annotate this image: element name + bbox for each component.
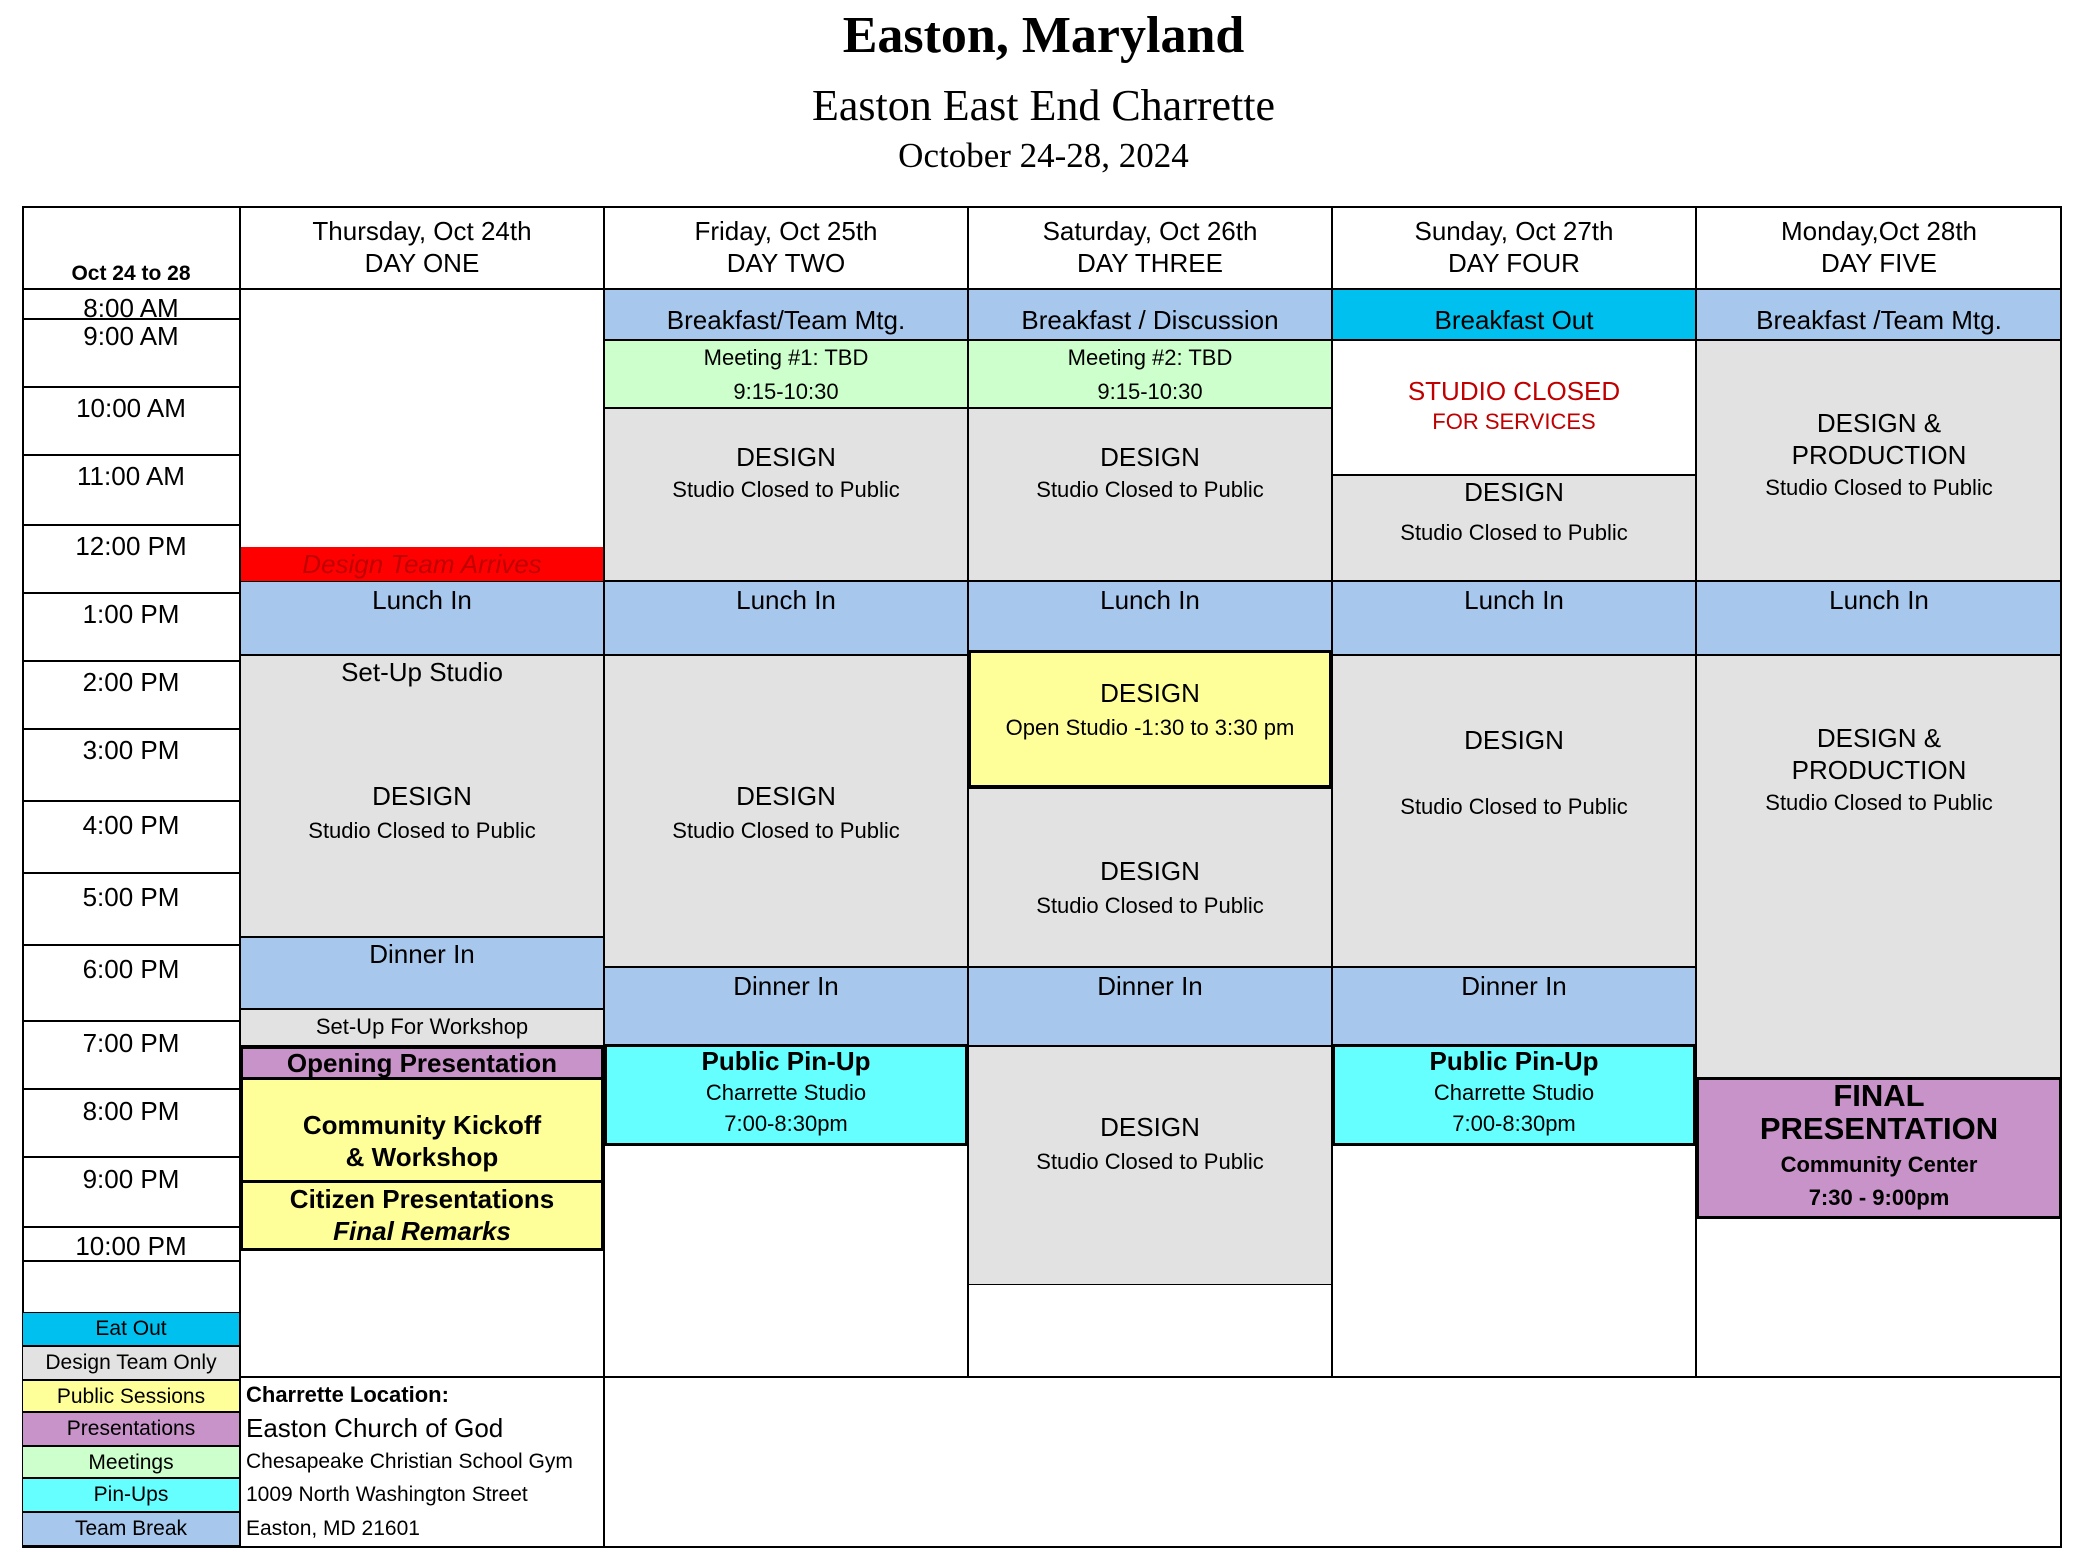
mon-design2-sub: Studio Closed to Public bbox=[1765, 790, 1993, 815]
table-border bbox=[22, 206, 2062, 1548]
location-heading: Charrette Location: bbox=[246, 1382, 449, 1407]
fri-lunch-label: Lunch In bbox=[736, 585, 836, 615]
mon-lunch-label: Lunch In bbox=[1829, 585, 1929, 615]
fri-design2-sub: Studio Closed to Public bbox=[672, 818, 900, 843]
corner-cell bbox=[22, 206, 240, 288]
sat-breakfast-label: Breakfast / Discussion bbox=[1021, 305, 1279, 335]
time-slot: 10:00 AM bbox=[22, 388, 240, 456]
sun-closed-label-1: STUDIO CLOSED bbox=[1407, 376, 1621, 406]
sat-design2-label: DESIGN bbox=[1100, 856, 1200, 886]
time-slot: 8:00 AM bbox=[22, 289, 240, 320]
fri-breakfast-label: Breakfast/Team Mtg. bbox=[666, 305, 906, 335]
mon-design2-label-1: DESIGN & bbox=[1816, 723, 1942, 753]
sat-meeting-time: 9:15-10:30 bbox=[1097, 379, 1203, 404]
mon-design1-sub: Studio Closed to Public bbox=[1765, 475, 1993, 500]
column-divider bbox=[1331, 206, 1333, 1378]
thu-citizen-label: Citizen Presentations bbox=[289, 1184, 555, 1214]
thu-design-label: DESIGN bbox=[372, 781, 472, 811]
mon-design2-label-2: PRODUCTION bbox=[1791, 755, 1967, 785]
sat-design3-label: DESIGN bbox=[1100, 1112, 1200, 1142]
schedule-grid bbox=[22, 206, 2062, 1548]
legend-team-break: Team Break bbox=[22, 1512, 240, 1546]
thu-kickoff-label-2: & Workshop bbox=[345, 1142, 499, 1172]
column-divider bbox=[967, 206, 969, 1378]
sat-dinner-label: Dinner In bbox=[1097, 971, 1203, 1001]
fri-design1-sub: Studio Closed to Public bbox=[672, 477, 900, 502]
legend-public-sessions: Public Sessions bbox=[22, 1380, 240, 1412]
legend-pin-ups: Pin-Ups bbox=[22, 1478, 240, 1512]
legend-divider bbox=[22, 1376, 2062, 1378]
page-subtitle: Easton East End Charrette bbox=[811, 81, 1276, 130]
location-street: 1009 North Washington Street bbox=[246, 1483, 528, 1506]
day-header-date: Sunday, Oct 27th bbox=[1414, 216, 1614, 246]
day-header-label: DAY FOUR bbox=[1448, 248, 1580, 278]
sat-design3-sub: Studio Closed to Public bbox=[1036, 1149, 1264, 1174]
thu-opening-label: Opening Presentation bbox=[286, 1048, 558, 1078]
day-header-date: Monday,Oct 28th bbox=[1780, 216, 1978, 246]
time-slot: 12:00 PM bbox=[22, 526, 240, 594]
thu-setup-label: Set-Up Studio bbox=[341, 657, 503, 687]
sun-pinup-location: Charrette Studio bbox=[1433, 1080, 1595, 1105]
sat-meeting-label: Meeting #2: TBD bbox=[1067, 345, 1233, 370]
sat-design1-sub: Studio Closed to Public bbox=[1036, 477, 1264, 502]
column-divider bbox=[603, 206, 605, 1548]
day-header-label: DAY ONE bbox=[364, 248, 480, 278]
day-header-date: Thursday, Oct 24th bbox=[312, 216, 532, 246]
sun-design2-label: DESIGN bbox=[1464, 725, 1564, 755]
time-slot: 9:00 AM bbox=[22, 320, 240, 388]
sat-lunch-label: Lunch In bbox=[1100, 585, 1200, 615]
legend-meetings: Meetings bbox=[22, 1446, 240, 1478]
mon-breakfast-label: Breakfast /Team Mtg. bbox=[1756, 305, 2002, 335]
sun-design2-sub: Studio Closed to Public bbox=[1400, 794, 1628, 819]
mon-final-label-2: PRESENTATION bbox=[1759, 1111, 1999, 1146]
legend-design-team-only: Design Team Only bbox=[22, 1346, 240, 1380]
sun-lunch-label: Lunch In bbox=[1464, 585, 1564, 615]
thu-lunch-label: Lunch In bbox=[372, 585, 472, 615]
day-header-fri bbox=[604, 206, 968, 288]
sun-closed-label-2: FOR SERVICES bbox=[1432, 409, 1596, 434]
page-dates: October 24-28, 2024 bbox=[898, 136, 1189, 175]
fri-meeting-label: Meeting #1: TBD bbox=[703, 345, 869, 370]
day-header-label: DAY THREE bbox=[1077, 248, 1223, 278]
thu-kickoff-label-1: Community Kickoff bbox=[302, 1110, 542, 1140]
time-slot: 8:00 PM bbox=[22, 1090, 240, 1158]
thu-dinner-label: Dinner In bbox=[369, 939, 475, 969]
location-city: Easton, MD 21601 bbox=[246, 1517, 420, 1540]
sat-design2-sub: Studio Closed to Public bbox=[1036, 893, 1264, 918]
fri-meeting-time: 9:15-10:30 bbox=[733, 379, 839, 404]
fri-pinup-label: Public Pin-Up bbox=[701, 1046, 871, 1076]
fri-design1-label: DESIGN bbox=[736, 442, 836, 472]
sun-breakfast-label: Breakfast Out bbox=[1434, 305, 1594, 335]
time-slot: 2:00 PM bbox=[22, 662, 240, 730]
mon-final-time: 7:30 - 9:00pm bbox=[1808, 1185, 1950, 1210]
corner-label: Oct 24 to 28 bbox=[71, 262, 191, 285]
time-slot: 1:00 PM bbox=[22, 594, 240, 662]
day-header-mon bbox=[1696, 206, 2062, 288]
day-header-date: Friday, Oct 25th bbox=[694, 216, 878, 246]
sat-design1-label: DESIGN bbox=[1100, 442, 1200, 472]
day-header-label: DAY TWO bbox=[726, 248, 846, 278]
fri-pinup-time: 7:00-8:30pm bbox=[724, 1111, 848, 1136]
time-slot: 10:00 PM bbox=[22, 1228, 240, 1262]
location-name: Easton Church of God bbox=[246, 1413, 504, 1443]
header-divider bbox=[22, 288, 2062, 290]
page-title: Easton, Maryland bbox=[842, 7, 1245, 64]
mon-final-location: Community Center bbox=[1780, 1152, 1978, 1177]
time-slot: 4:00 PM bbox=[22, 802, 240, 874]
thu-arrives-label: Design Team Arrives bbox=[302, 549, 542, 579]
thu-setup-workshop-label: Set-Up For Workshop bbox=[315, 1014, 529, 1039]
day-header-sat bbox=[968, 206, 1332, 288]
sat-open-studio-sub: Open Studio -1:30 to 3:30 pm bbox=[1005, 715, 1295, 740]
sat-open-studio-label: DESIGN bbox=[1100, 678, 1200, 708]
thu-final-remarks-label: Final Remarks bbox=[333, 1216, 511, 1246]
day-header-sun bbox=[1332, 206, 1696, 288]
sun-dinner-label: Dinner In bbox=[1461, 971, 1567, 1001]
day-header-date: Saturday, Oct 26th bbox=[1042, 216, 1258, 246]
fri-pinup-location: Charrette Studio bbox=[705, 1080, 867, 1105]
time-slot: 6:00 PM bbox=[22, 946, 240, 1022]
time-slot: 7:00 PM bbox=[22, 1022, 240, 1090]
column-divider bbox=[1695, 206, 1697, 1378]
location-venue: Chesapeake Christian School Gym bbox=[246, 1450, 573, 1473]
time-slot: 3:00 PM bbox=[22, 730, 240, 802]
day-header-label: DAY FIVE bbox=[1820, 248, 1938, 278]
time-slot: 9:00 PM bbox=[22, 1158, 240, 1228]
mon-final-label-1: FINAL bbox=[1833, 1078, 1925, 1113]
time-slot: 5:00 PM bbox=[22, 874, 240, 946]
mon-design1-label-2: PRODUCTION bbox=[1791, 440, 1967, 470]
legend-eat-out: Eat Out bbox=[22, 1312, 240, 1346]
mon-design1-label-1: DESIGN & bbox=[1816, 408, 1942, 438]
legend-presentations: Presentations bbox=[22, 1412, 240, 1446]
sun-design1-sub: Studio Closed to Public bbox=[1400, 520, 1628, 545]
thu-design-sub: Studio Closed to Public bbox=[308, 818, 536, 843]
sun-pinup-time: 7:00-8:30pm bbox=[1452, 1111, 1576, 1136]
sun-pinup-label: Public Pin-Up bbox=[1429, 1046, 1599, 1076]
time-slot: 11:00 AM bbox=[22, 456, 240, 526]
fri-design2-label: DESIGN bbox=[736, 781, 836, 811]
sun-design1-label: DESIGN bbox=[1464, 477, 1564, 507]
day-header-thu bbox=[240, 206, 604, 288]
fri-dinner-label: Dinner In bbox=[733, 971, 839, 1001]
